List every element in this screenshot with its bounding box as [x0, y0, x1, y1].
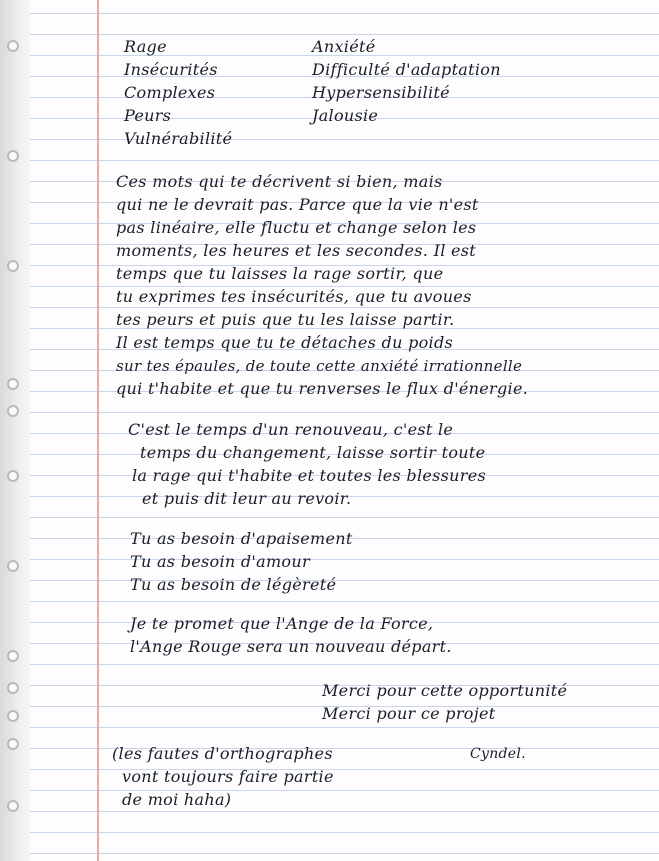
text-line: Ces mots qui te décrivent si bien, mais — [116, 172, 443, 191]
binder-hole — [7, 650, 19, 662]
footnote-line: vont toujours faire partie — [122, 767, 334, 786]
binder-hole — [7, 150, 19, 162]
text-line: la rage qui t'habite et toutes les blessures — [132, 466, 487, 485]
footnote-line: de moi haha) — [122, 790, 232, 809]
text-line: qui ne le devrait pas. Parce que la vie n'est — [116, 195, 479, 214]
text-line: tes peurs et puis que tu les laisse partir. — [116, 310, 455, 329]
binder-hole — [7, 378, 19, 390]
thanks-line: Merci pour cette opportunité — [322, 681, 568, 700]
text-line: Il est temps que tu te détaches du poids — [116, 333, 454, 352]
text-line: temps que tu laisses la rage sortir, que — [116, 264, 444, 283]
word-left: Insécurités — [124, 60, 218, 79]
binder-hole — [7, 470, 19, 482]
binder-hole — [7, 260, 19, 272]
text-line: Tu as besoin d'amour — [130, 552, 310, 571]
footnote-line: (les fautes d'orthographes — [112, 744, 333, 763]
text-line: pas linéaire, elle fluctu et change selon les — [116, 218, 477, 237]
binder-hole — [7, 560, 19, 572]
binder-hole — [7, 710, 19, 722]
torn-edge — [0, 0, 30, 861]
binder-hole — [7, 40, 19, 52]
word-left: Peurs — [124, 106, 172, 125]
signature: Cyndel. — [470, 746, 526, 762]
text-line: moments, les heures et les secondes. Il est — [116, 241, 477, 260]
word-left: Complexes — [124, 83, 216, 102]
word-right: Jalousie — [312, 106, 379, 125]
text-line: l'Ange Rouge sera un nouveau départ. — [130, 637, 452, 656]
margin-line — [97, 0, 99, 861]
binder-hole — [7, 800, 19, 812]
text-line: qui t'habite et que tu renverses le flux d'énergie. — [116, 379, 529, 398]
text-line: Tu as besoin d'apaisement — [130, 529, 353, 548]
binder-hole — [7, 682, 19, 694]
word-right: Difficulté d'adaptation — [312, 60, 501, 79]
text-line: et puis dit leur au revoir. — [142, 489, 352, 508]
thanks-line: Merci pour ce projet — [322, 704, 496, 723]
word-left: Rage — [124, 37, 167, 56]
text-line: Tu as besoin de légèreté — [130, 575, 337, 594]
text-line: temps du changement, laisse sortir toute — [140, 443, 486, 462]
word-right: Hypersensibilité — [312, 83, 450, 102]
text-line: sur tes épaules, de toute cette anxiété irrationnelle — [116, 357, 523, 375]
word-left: Vulnérabilité — [124, 129, 233, 148]
word-right: Anxiété — [312, 37, 376, 56]
binder-hole — [7, 405, 19, 417]
binder-hole — [7, 738, 19, 750]
text-line: C'est le temps d'un renouveau, c'est le — [128, 420, 454, 439]
text-line: Je te promet que l'Ange de la Force, — [130, 614, 434, 633]
text-line: tu exprimes tes insécurités, que tu avoues — [116, 287, 472, 306]
